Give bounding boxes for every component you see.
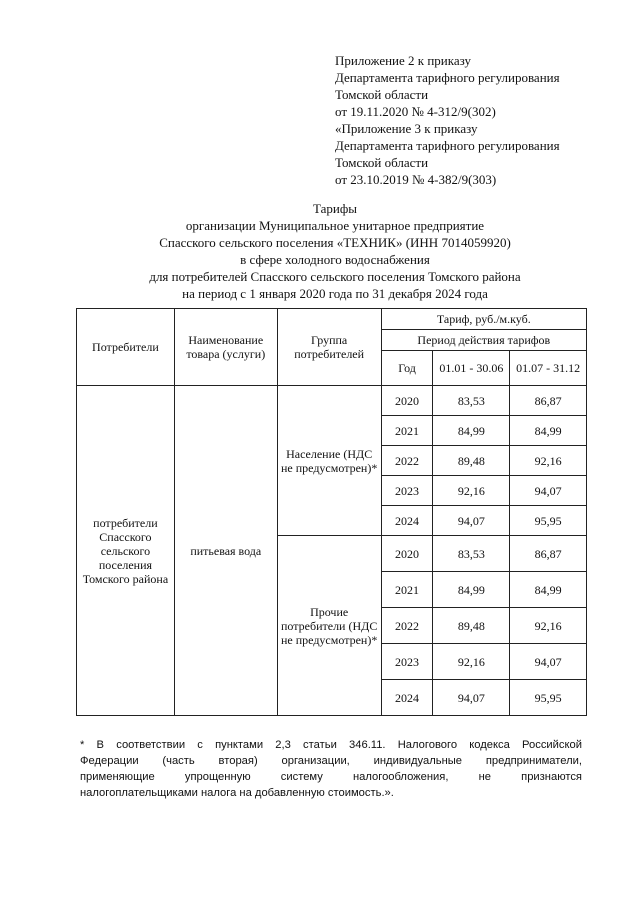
consumer-cell: потребители Спасского сельского поселения Томского района [77, 386, 175, 716]
title-line: на период с 1 января 2020 года по 31 декабря 2024 года [182, 286, 488, 301]
year-cell: 2022 [381, 446, 433, 476]
header-consumers: Потребители [77, 309, 175, 386]
title-line: для потребителей Спасского сельского поселения Томского района [149, 269, 521, 284]
group-cell-population: Население (НДС не предусмотрен)* [277, 386, 381, 536]
year-cell: 2020 [381, 386, 433, 416]
tariff-h2-cell: 84,99 [510, 416, 587, 446]
tariff-h2-cell: 86,87 [510, 386, 587, 416]
header-consumer-group: Группа потребителей [277, 309, 381, 386]
header-period: Период действия тарифов [381, 330, 586, 351]
tariff-h2-cell: 84,99 [510, 572, 587, 608]
tariff-h2-cell: 92,16 [510, 446, 587, 476]
tariff-h2-cell: 95,95 [510, 680, 587, 716]
tariff-h1-cell: 83,53 [433, 386, 510, 416]
year-cell: 2022 [381, 608, 433, 644]
title-line: Тарифы [312, 201, 357, 216]
tariff-h2-cell: 95,95 [510, 506, 587, 536]
year-cell: 2023 [381, 644, 433, 680]
footnote-line: налогоплательщиками налога на добавленную стоимость.». [80, 787, 394, 799]
appendix-line: Томской области [335, 87, 429, 102]
appendix-line: Департамента тарифного регулирования [335, 138, 560, 153]
tariff-h1-cell: 89,48 [433, 446, 510, 476]
footnote-line: * В соответствии с пунктами 2,3 статьи 346.11. Налогового кодекса Российской [80, 739, 582, 751]
appendix-line: «Приложение 3 к приказу [335, 121, 478, 136]
header-year: Год [381, 351, 433, 386]
year-cell: 2023 [381, 476, 433, 506]
year-cell: 2024 [381, 506, 433, 536]
tariff-table [76, 308, 587, 716]
appendix-line: Томской области [335, 155, 429, 170]
header-first-half: 01.01 - 30.06 [433, 351, 510, 386]
tariff-h1-cell: 94,07 [433, 506, 510, 536]
appendix-line: от 23.10.2019 № 4-382/9(303) [335, 172, 497, 187]
year-cell: 2021 [381, 572, 433, 608]
product-cell: питьевая вода [174, 386, 277, 716]
title-line: организации Муниципальное унитарное предприятие [185, 218, 485, 233]
title-line: Спасского сельского поселения «ТЕХНИК» (ИНН 7014059920) [159, 235, 511, 250]
year-cell: 2020 [381, 536, 433, 572]
footnote-line: применяющие упрощенную систему налогообложения, не признаются [80, 771, 582, 783]
group-cell-other: Прочие потребители (НДС не предусмотрен)* [277, 536, 381, 716]
document-title-block [80, 200, 590, 302]
year-cell: 2024 [381, 680, 433, 716]
tariff-h1-cell: 89,48 [433, 608, 510, 644]
tariff-h2-cell: 94,07 [510, 644, 587, 680]
header-product: Наименование товара (услуги) [174, 309, 277, 386]
appendix-line: Департамента тарифного регулирования [335, 70, 560, 85]
footnote-line: Федерации (часть вторая) организации, индивидуальные предприниматели, [80, 755, 582, 767]
tariff-h1-cell: 92,16 [433, 644, 510, 680]
title-line: в сфере холодного водоснабжения [240, 252, 430, 267]
appendix-reference-block [335, 52, 560, 188]
tariff-h2-cell: 86,87 [510, 536, 587, 572]
header-tariff: Тариф, руб./м.куб. [381, 309, 586, 330]
tariff-h1-cell: 94,07 [433, 680, 510, 716]
tariff-h2-cell: 92,16 [510, 608, 587, 644]
tariff-h2-cell: 94,07 [510, 476, 587, 506]
appendix-line: от 19.11.2020 № 4-312/9(302) [335, 104, 496, 119]
header-second-half: 01.07 - 31.12 [510, 351, 587, 386]
tariff-h1-cell: 84,99 [433, 572, 510, 608]
year-cell: 2021 [381, 416, 433, 446]
tariff-h1-cell: 92,16 [433, 476, 510, 506]
tariff-h1-cell: 83,53 [433, 536, 510, 572]
footnote [80, 737, 582, 801]
appendix-line: Приложение 2 к приказу [335, 53, 472, 68]
tariff-h1-cell: 84,99 [433, 416, 510, 446]
